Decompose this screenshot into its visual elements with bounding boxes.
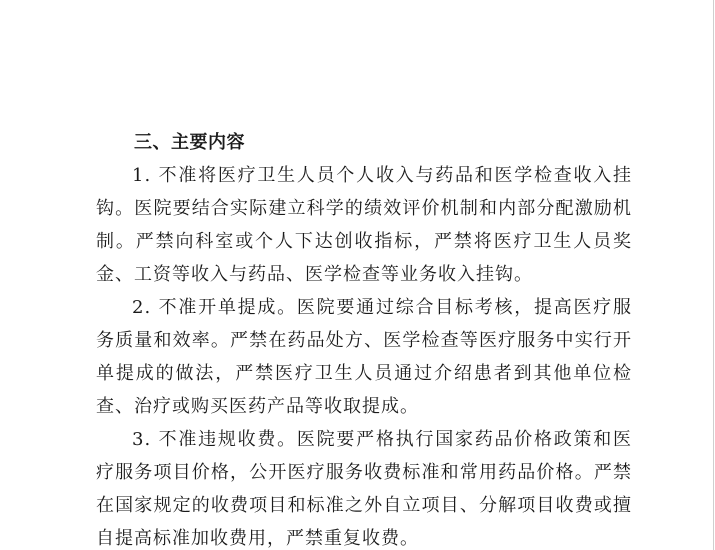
paragraph-3: 3. 不准违规收费。医院要严格执行国家药品价格政策和医疗服务项目价格，公开医疗服务收费标准和常用药品价格。严禁在国家规定的收费项目和标准之外自立项目、分解项目收费或擅自提高标准加收费用，严禁重复收费。 xyxy=(96,429,632,549)
paragraph-2: 2. 不准开单提成。医院要通过综合目标考核，提高医疗服务质量和效率。严禁在药品处方、医学检查等医疗服务中实行开单提成的做法，严禁医疗卫生人员通过介绍患者到其他单位检查、治疗或购买医药产品等收取提成。 xyxy=(96,297,632,417)
document-body xyxy=(96,126,632,550)
paragraph-1: 1. 不准将医疗卫生人员个人收入与药品和医学检查收入挂钩。医院要结合实际建立科学的绩效评价机制和内部分配激励机制。严禁向科室或个人下达创收指标，严禁将医疗卫生人员奖金、工资等收入与药品、医学检查等业务收入挂钩。 xyxy=(96,165,632,285)
page-edge-divider xyxy=(713,0,714,550)
section-heading: 三、主要内容 xyxy=(134,132,245,153)
